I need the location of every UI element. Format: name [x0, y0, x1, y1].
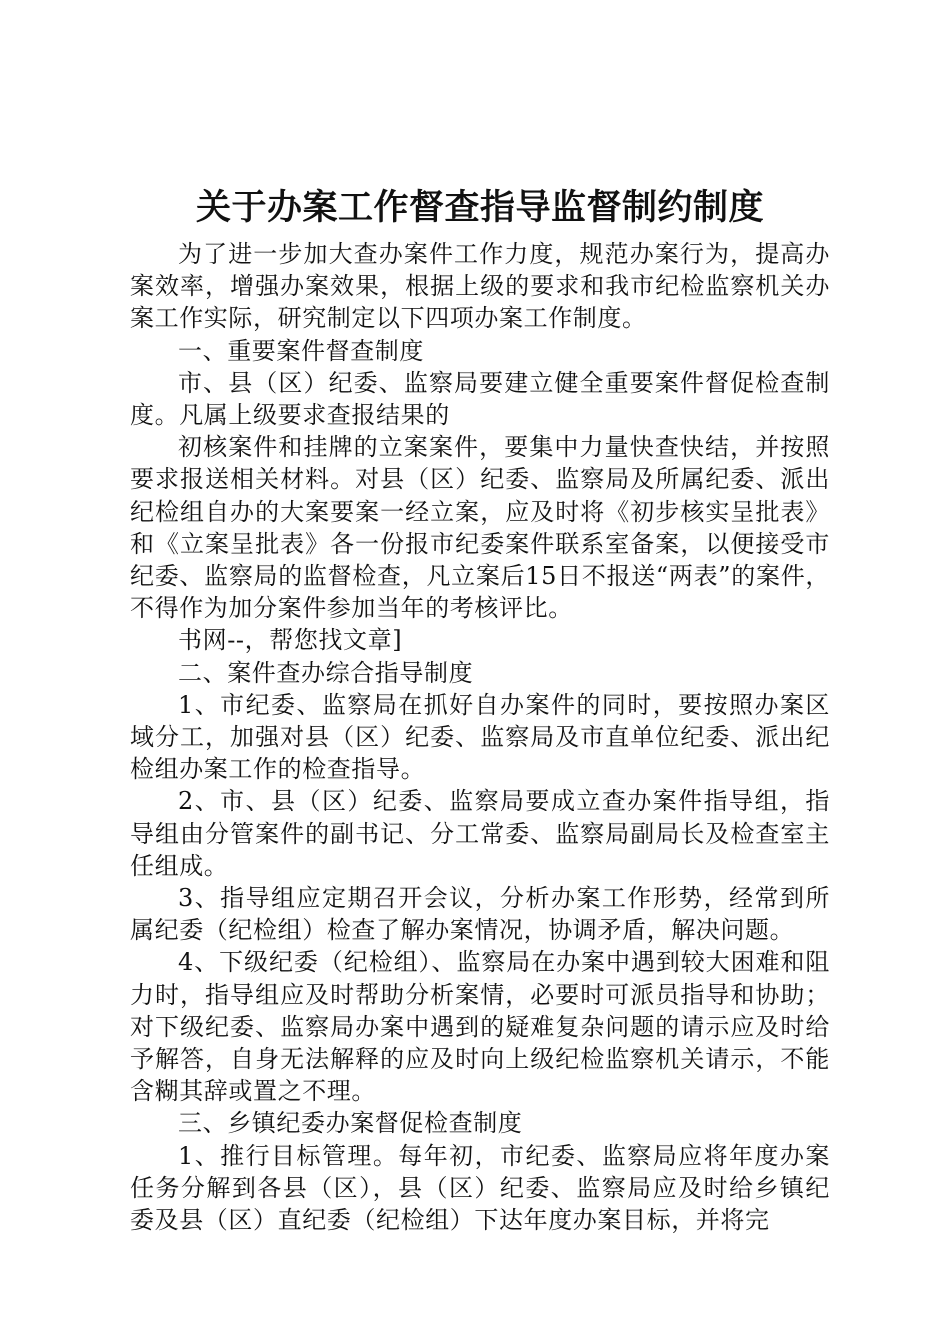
paragraph: 初核案件和挂牌的立案案件，要集中力量快查快结，并按照要求报送相关材料。对县（区）纪委、监察局及所属纪委、派出纪检组自办的大案要案一经立案，应及时将《初步核实呈批表》和《立案呈批表》各一份报市纪委案件联系室备案，以便接受市纪委、监察局的监督检查，凡立案后15日不报送“两表”的案件，不得作为加分案件参加当年的考核评比。	[130, 433, 830, 623]
list-item: 1、市纪委、监察局在抓好自办案件的同时，要按照办案区域分工，加强对县（区）纪委、监察局及市直单位纪委、派出纪检组办案工作的检查指导。	[130, 690, 830, 784]
section-heading-1: 一、重要案件督查制度	[178, 336, 424, 365]
document-title: 关于办案工作督查指导监督制约制度	[195, 188, 764, 228]
paragraph: 市、县（区）纪委、监察局要建立健全重要案件督促检查制度。凡属上级要求查报结果的	[130, 368, 830, 430]
list-item: 3、指导组应定期召开会议，分析办案工作形势，经常到所属纪委（纪检组）检查了解办案情况，协调矛盾，解决问题。	[130, 884, 830, 945]
document-page	[130, 182, 830, 1236]
section-heading-3: 三、乡镇纪委办案督促检查制度	[178, 1109, 523, 1138]
site-note: 书网--，帮您找文章]	[178, 626, 403, 655]
section-heading-2: 二、案件查办综合指导制度	[178, 658, 474, 687]
list-item: 1、推行目标管理。每年初，市纪委、监察局应将年度办案任务分解到各县（区），县（区）纪委、监察局应及时给乡镇纪委及县（区）直纪委（纪检组）下达年度办案目标，并将完	[130, 1141, 830, 1235]
intro-paragraph: 为了进一步加大查办案件工作力度，规范办案行为，提高办案效率，增强办案效果，根据上级的要求和我市纪检监察机关办案工作实际，研究制定以下四项办案工作制度。	[130, 240, 830, 333]
list-item: 2、市、县（区）纪委、监察局要成立查办案件指导组，指导组由分管案件的副书记、分工常委、监察局副局长及检查室主任组成。	[130, 787, 830, 880]
list-item: 4、下级纪委（纪检组）、监察局在办案中遇到较大困难和阻力时，指导组应及时帮助分析案情，必要时可派员指导和协助；对下级纪委、监察局办案中遇到的疑难复杂问题的请示应及时给予解答，自身无法解释的应及时向上级纪检监察机关请示，不能含糊其辞或置之不理。	[130, 948, 830, 1106]
